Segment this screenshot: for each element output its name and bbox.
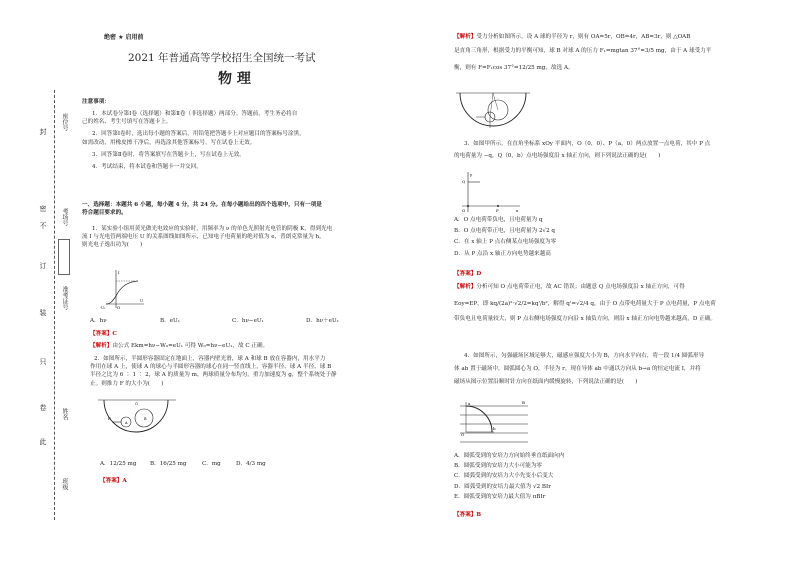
question-4: 4．如图所示，匀强磁场区域足够大，磁感应强度大小为 B，方向水平向右，将一段 1/4 圆弧形导 体 ab 置于磁场中，圆弧圆心为 O，半径为 r。现在导体 ab 中通以方向从 b→a 的恒定电流 I，并将 磁场从图示位置沿顺时针方向在纸面内缓慢旋转，下列说法正确的是( ) [454, 353, 705, 386]
q1-graph-uc: -U₁ [100, 306, 106, 310]
note-line: 如需改动，用橡皮擦干净后，再选涂其他答案标号。写在试卷上无效。 [82, 139, 256, 146]
q2-fig-o: O [135, 402, 138, 406]
binding-field-label: 座位号 [61, 113, 68, 131]
q3-answer: 【答案】D [454, 271, 482, 277]
subject-title: 物 理 [218, 71, 251, 87]
q4-option-a: A．圆弧受到的安培力方向始终垂直纸面向内 [454, 453, 565, 459]
q1-graph-origin: O [117, 305, 121, 310]
notes-list [82, 110, 305, 171]
q4-option-c: C．圆弧受到的安培力大小先变小后变大 [454, 473, 554, 480]
q3-option-a: A．O 点电荷带负电，且电荷量为 q [454, 217, 543, 223]
q4-fig-o: O [461, 432, 465, 437]
q3-figure [458, 170, 522, 216]
binding-seal-char: 装 [39, 309, 47, 316]
q3-fig-x: x [516, 208, 519, 213]
q4-option-e: E．圆弧受到的安培力最大值为 πBIr [454, 493, 546, 500]
q1-answer: 【答案】C [90, 331, 117, 337]
q3-fig-y: y [470, 172, 473, 177]
notes-title: 注意事项： [82, 99, 110, 105]
q1-graph-xlabel: U [140, 298, 144, 303]
q2-option-c: C．mg [202, 461, 221, 467]
q1-graph-ylabel: I [118, 270, 120, 275]
q2-explanation: 【解析】受力分析如图所示，设 A 球的半径为 r，则有 OA=5r，OB=4r，AB=3r，则 △OAB 是直角三角形，根据受力的平衡可知，球 B 对球 A 的压力 F₁=mgtan 37°=3/5 mg，由于 A 球受力平 衡，则有 F=F₁cos 37°=12/25 mg，故选 A。 [454, 34, 712, 72]
q2-fig-f: F [108, 416, 111, 421]
note-line: 2．回答第Ⅰ卷时，选出每小题的答案后，用铅笔把答题卡上对应题目的答案标号涂黑， [92, 131, 305, 138]
secret-mark: 绝密 ★ 启用前 [104, 34, 144, 41]
q3-option-b: B．O 点电荷带正电，且电荷量为 2√2 q [454, 228, 556, 235]
q1-graph [98, 268, 146, 310]
q3-option-c: C．在 x 轴上 P 点右侧某点电场强度为零 [454, 239, 557, 246]
binding-seal-char: 密 [39, 205, 47, 212]
binding-seal-char: 只 [39, 358, 47, 365]
binding-line [54, 90, 55, 520]
q2-force-figure [456, 90, 530, 134]
q2-option-a: A．12/25 mg [100, 461, 137, 467]
q3-option-d: D．从 P 点沿 x 轴正方向电势越来越高 [454, 250, 551, 257]
question-2: 2．如图所示，半圆形容器固定在地面上，容器内壁光滑，球 A 和球 B 放在容器内，用水平力 作用在球 A 上，使球 A 的球心与半圆形容器的球心在同一竖直线上，容器半径、球 A 半径、球 B 半径之比为 6 ∶ 1 ∶ 2，球 A 的质量为 m，两球质量分布均匀，重力加速度为 g，整个系统处于静 止。则推力 F 的大小为( ) [90, 356, 337, 387]
note-line: 4．考试结束，将本试卷和答题卡一并交回。 [92, 164, 202, 171]
q4-answer: 【答案】B [454, 512, 482, 518]
q3-options [454, 216, 556, 258]
note-line: 1．本试卷分第Ⅰ卷（选择题）和第Ⅱ卷（非选择题）两部分。答题前，考生务必将自 [92, 111, 298, 117]
section-header: 一、选择题：本题共 6 小题，每小题 4 分，共 24 分。在每小题给出的四个选项中，只有一项是 符合题目要求的。 [82, 202, 322, 217]
q2-option-d: D．4/3 mg [236, 461, 266, 467]
binding-field-label: 姓名 [61, 408, 68, 420]
q1-option-b: B．eU₁ [160, 318, 180, 324]
q3-explanation: 【解析】分析可知 O 点电荷带正电，故 AC 错误；由题意 Q 点电场强度沿 x 轴正方向，可得 Eoy=EP，即 kq/(2a)²·√2/2=kq'/b²，解得 q'=√2/4 q，由于 O 点带电荷量大于 P 点电荷量，P 点电荷 带负电且电荷量较大，则 P 点右侧电场强度方向沿 x 轴负方向，则沿 x 轴正方向电势越来越高，D 正确。 [454, 284, 716, 323]
q3-fig-p: P [496, 208, 499, 213]
note-line: 3．回答第Ⅱ卷时，将答案填写在答题卡上，写在试卷上无效。 [92, 151, 245, 158]
q4-fig-b: B [522, 400, 525, 405]
q1-option-c: C．hν−eU₁ [232, 318, 264, 324]
q4-options [454, 452, 564, 501]
question-3: 3．如图甲所示，在直角坐标系 xOy 平面内，O（0，0）、P（a，0）两点放置一点电荷，其中 P 点 的电荷量为 −q，Q（0，b）点电场强度沿 x 轴正方向，则下列说法正确的是( ) [454, 141, 711, 160]
q2-option-b: B．16/25 mg [150, 461, 187, 467]
q1-explanation: 【解析】由公式 Ekm=hν−W₀=eU₁ 可得 W₀=hν−eU₁，故 C 正确。 [90, 343, 269, 349]
binding-field-label: 班级 [61, 478, 68, 490]
q3-fig-q: Q [462, 179, 466, 184]
q1-option-a: A．hν [90, 318, 107, 324]
q1-option-d: D．hν＋eU₁ [306, 318, 339, 324]
q2-figure [98, 396, 176, 438]
exam-number-box[interactable] [58, 239, 70, 275]
question-1: 1．某实验小组用黄光做光电效应的实验时，用频率为 ν 的单色光照射光电管的阴极 K，得到光电 流 I 与光电管两端电压 U 的关系图线如图所示，已知电子电荷量的绝对值为 e，普朗克常量为 h， 则光电子逸出功为( ) [82, 226, 333, 249]
note-line: 己的姓名、考生号填写在答题卡上。 [82, 119, 172, 126]
q2-answer: 【答案】A [100, 478, 127, 484]
q3-fig-o: O [462, 208, 466, 213]
q4-figure [456, 400, 532, 444]
q2-fig-b: B [144, 417, 147, 421]
q4-fig-a: a [468, 401, 471, 406]
q4-option-d: D．圆弧受到的安培力最大值为 √2 BIr [454, 483, 551, 490]
binding-seal-char: 封 [39, 128, 47, 135]
binding-field-label: 考场号 [61, 208, 68, 226]
binding-seal-char: 订 [39, 262, 47, 269]
binding-field-label: 准考证号 [61, 286, 68, 310]
q4-fig-bpt: b [493, 426, 496, 431]
binding-seal-char: 不 [39, 222, 47, 229]
q4-option-b: B．圆弧受到的安培力大小可能为零 [454, 463, 543, 470]
exam-title: 2021 年普通高等学校招生全国统一考试 [128, 52, 316, 64]
binding-seal-char: 卷 [39, 404, 47, 411]
q2-fig-a: A [125, 421, 128, 425]
binding-seal-char: 此 [39, 438, 47, 445]
